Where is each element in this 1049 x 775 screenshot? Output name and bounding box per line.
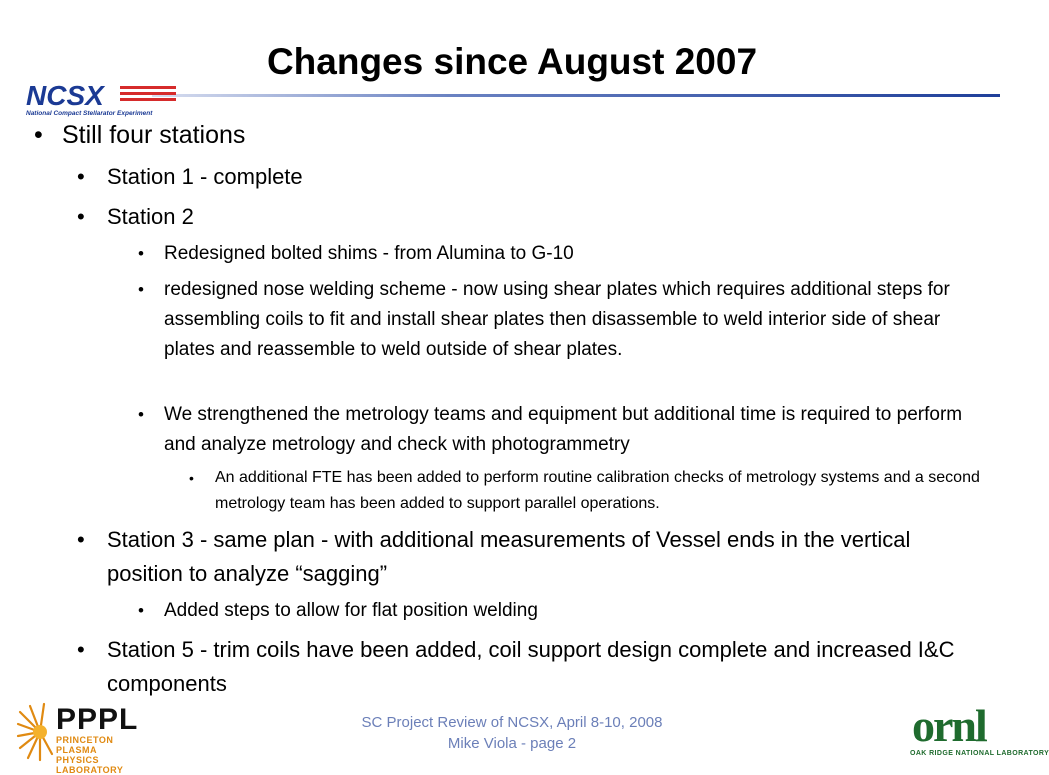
footer-line-2: Mike Viola - page 2	[447, 735, 577, 752]
header-divider	[152, 94, 1000, 97]
ornl-logo-subtitle: OAK RIDGE NATIONAL LABORATORY	[910, 750, 1049, 757]
bullet-text: An additional FTE has been added to perform routine calibration checks of metrology systems and a second metrology team has been added to support parallel operations.	[215, 469, 980, 512]
bullet-glyph: •	[138, 280, 144, 299]
bullet-text: Added steps to allow for flat position welding	[164, 600, 538, 621]
bullet-item	[189, 465, 985, 517]
bullet-glyph: •	[138, 601, 144, 620]
bullet-glyph: •	[77, 204, 85, 229]
pppl-logo-word: PPPL	[56, 703, 139, 736]
bullet-item	[77, 160, 987, 194]
bullet-glyph: •	[138, 405, 144, 424]
ncsx-logo-tagline: National Compact Stellarator Experiment	[26, 110, 153, 117]
ncsx-logo-word: NCSX	[26, 80, 104, 111]
footer-line-1: SC Project Review of NCSX, April 8-10, 2008	[361, 714, 663, 731]
bullet-glyph: •	[77, 527, 85, 552]
bullet-glyph: •	[34, 121, 43, 149]
slide-title: Changes since August 2007	[266, 41, 758, 82]
bullet-text: Redesigned bolted shims - from Alumina to G-10	[164, 243, 574, 264]
bullet-glyph: •	[77, 164, 85, 189]
bullet-item	[77, 200, 987, 234]
bullet-text: redesigned nose welding scheme - now using shear plates which requires additional steps for assembling coils to fit and install shear plates then disassemble to weld interior side of shear plates and reassemble to weld outside of shear plates.	[164, 279, 950, 360]
bullet-glyph: •	[138, 244, 144, 263]
bullet-item	[138, 400, 994, 460]
bullet-text: Station 2	[107, 204, 194, 229]
slide-footer	[312, 712, 712, 754]
bullet-item	[138, 239, 994, 269]
bullet-item	[34, 120, 992, 150]
bullet-item	[138, 596, 994, 626]
bullet-text: Still four stations	[62, 121, 246, 149]
bullet-text: Station 3 - same plan - with additional measurements of Vessel ends in the vertical position to analyze “sagging”	[107, 527, 911, 586]
ncsx-stripes-icon	[120, 86, 176, 106]
bullet-text: We strengthened the metrology teams and equipment but additional time is required to perform and analyze metrology and check with photogrammetry	[164, 404, 963, 455]
ncsx-logo	[24, 80, 164, 120]
bullet-item	[77, 523, 987, 591]
pppl-logo-subtitle: PRINCETON PLASMA PHYSICS LABORATORY	[56, 735, 124, 775]
bullet-item	[77, 633, 987, 701]
pppl-logo	[16, 702, 146, 775]
bullet-text: Station 1 - complete	[107, 164, 303, 189]
ornl-logo-word: ornl	[912, 700, 986, 751]
bullet-item	[138, 275, 994, 365]
bullet-glyph: •	[189, 470, 194, 486]
bullet-text: Station 5 - trim coils have been added, coil support design complete and increased I&C components	[107, 637, 955, 696]
bullet-glyph: •	[77, 637, 85, 662]
ornl-logo	[906, 700, 1049, 764]
